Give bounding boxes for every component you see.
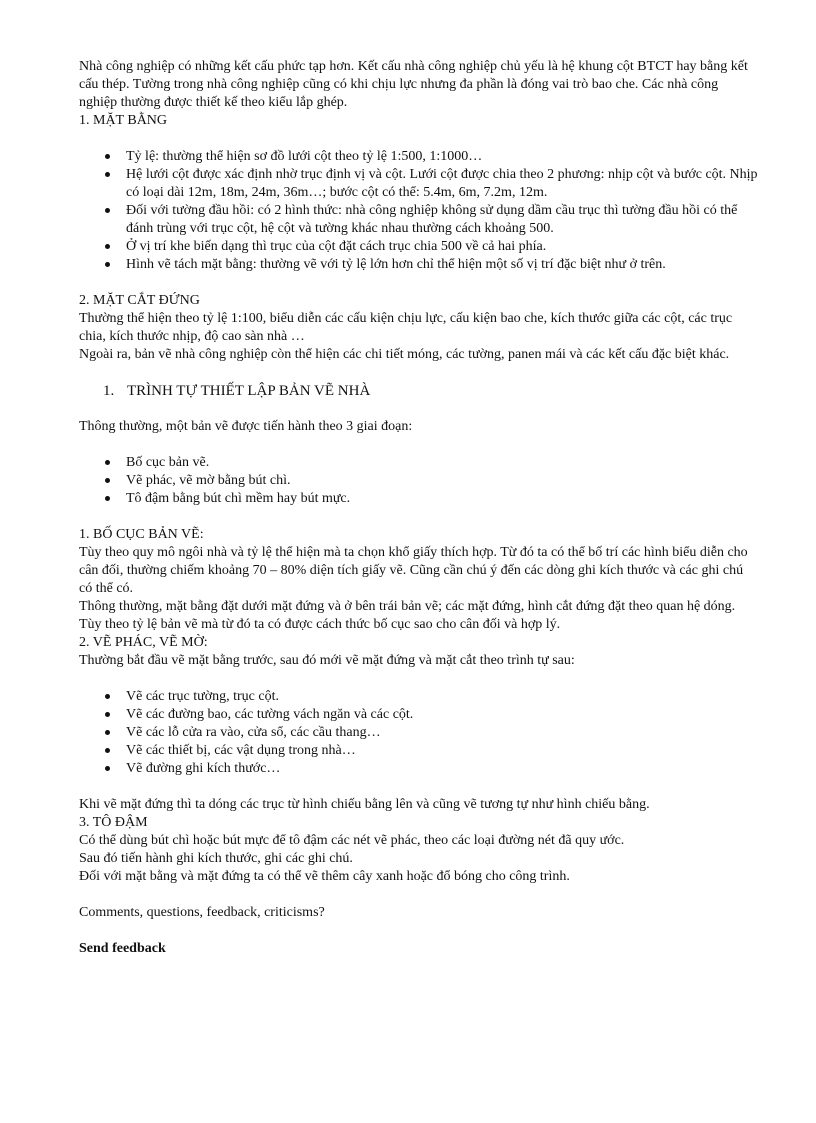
- section-ve-phac-title: 2. VẼ PHÁC, VẼ MỜ:: [79, 635, 208, 650]
- section-mat-cat-title: 2. MẶT CẮT ĐỨNG: [79, 293, 200, 308]
- list-item: Hình vẽ tách mặt bằng: thường vẽ với tỷ lệ lớn hơn chỉ thể hiện một số vị trí đặc biệt như ở trên.: [79, 256, 759, 274]
- bo-cuc-paragraph-2: Thông thường, mặt bằng đặt dưới mặt đứng và ở bên trái bản vẽ; các mặt đứng, hình cắt đứng đặt theo quan hệ dóng.: [79, 599, 736, 614]
- list-item: Vẽ đường ghi kích thước…: [79, 760, 759, 778]
- stages-intro: Thông thường, một bản vẽ được tiến hành theo 3 giai đoạn:: [79, 419, 413, 434]
- list-item: Vẽ các trục tường, trục cột.: [79, 688, 759, 706]
- bo-cuc-paragraph-3: Tùy theo tỷ lệ bản vẽ mà từ đó ta có được cách thức bố cục sao cho cân đối và hợp lý.: [79, 617, 561, 632]
- ve-phac-intro: Thường bắt đầu vẽ mặt bằng trước, sau đó mới vẽ mặt đứng và mặt cắt theo trình tự sau:: [79, 653, 575, 668]
- list-item: Hệ lưới cột được xác định nhờ trục định vị và cột. Lưới cột được chia theo 2 phương: nhịp cột và bước cột. Nhịp có loại dài 12m, 18m, 24m, 36m…; bước cột có thể: 5.4m, 6m, 7.2m, 12m.: [79, 166, 759, 202]
- list-item: Ở vị trí khe biến dạng thì trục của cột đặt cách trục chia 500 về cả hai phía.: [79, 238, 759, 256]
- section-to-dam-title: 3. TÔ ĐẬM: [79, 815, 148, 830]
- list-item: Đối với tường đầu hồi: có 2 hình thức: nhà công nghiệp không sử dụng dầm cầu trục thì tường đầu hồi có thể đánh trùng với trục cột, hệ cột và tường khác nhau thường cách khoảng 500.: [79, 202, 759, 238]
- bo-cuc-paragraph-1: Tùy theo quy mô ngôi nhà và tỷ lệ thể hiện mà ta chọn khổ giấy thích hợp. Từ đó ta có thể bố trí các hình biểu diễn cho cân đối, thường chiếm khoảng 70 – 80% diện tích giấy vẽ. Cũng cần chú ý đến các dòng ghi kích thước và các ghi chú có thể có.: [79, 545, 748, 596]
- stages-list: [79, 454, 759, 508]
- mat-cat-paragraph-1: Thường thể hiện theo tỷ lệ 1:100, biểu diễn các cấu kiện chịu lực, cấu kiện bao che, kích thước giữa các cột, các trục chia, kích thước nhịp, độ cao sàn nhà …: [79, 311, 733, 344]
- to-dam-paragraph-3: Đối với mặt bằng và mặt đứng ta có thể vẽ thêm cây xanh hoặc đổ bóng cho công trình.: [79, 869, 570, 884]
- list-item: Vẽ các đường bao, các tường vách ngăn và các cột.: [79, 706, 759, 724]
- list-item: Tỷ lệ: thường thể hiện sơ đồ lưới cột theo tỷ lệ 1:500, 1:1000…: [79, 148, 759, 166]
- list-item: Vẽ các lỗ cửa ra vào, cửa sổ, các cầu thang…: [79, 724, 759, 742]
- send-feedback-link[interactable]: Send feedback: [79, 941, 166, 956]
- comments-prompt: Comments, questions, feedback, criticisms?: [79, 905, 325, 920]
- list-item: Vẽ phác, vẽ mờ bằng bút chì.: [79, 472, 759, 490]
- ve-phac-list: [79, 688, 759, 778]
- section-bo-cuc-title: 1. BỐ CỤC BẢN VẼ:: [79, 527, 204, 542]
- to-dam-paragraph-2: Sau đó tiến hành ghi kích thước, ghi các ghi chú.: [79, 851, 353, 866]
- main-section-heading: [79, 382, 759, 400]
- heading-text: TRÌNH TỰ THIẾT LẬP BẢN VẼ NHÀ: [127, 383, 371, 399]
- mat-bang-list: [79, 148, 759, 274]
- list-item: Tô đậm bằng bút chì mềm hay bút mực.: [79, 490, 759, 508]
- section-mat-bang-title: 1. MẶT BẰNG: [79, 113, 168, 128]
- document-page: [79, 58, 759, 958]
- ve-phac-outro: Khi vẽ mặt đứng thì ta dóng các trục từ hình chiếu bằng lên và cũng vẽ tương tự như hình chiếu bằng.: [79, 797, 650, 812]
- intro-paragraph: Nhà công nghiệp có những kết cấu phức tạp hơn. Kết cấu nhà công nghiệp chủ yếu là hệ khung cột BTCT hay bằng kết cấu thép. Tường trong nhà công nghiệp cũng có khi chịu lực nhưng đa phần là đóng vai trò bao che. Các nhà công nghiệp thường được thiết kế theo kiểu lắp ghép.: [79, 59, 748, 110]
- heading-number: 1.: [103, 383, 115, 399]
- to-dam-paragraph-1: Có thể dùng bút chì hoặc bút mực để tô đậm các nét vẽ phác, theo các loại đường nét đã quy ước.: [79, 833, 625, 848]
- list-item: Bố cục bản vẽ.: [79, 454, 759, 472]
- list-item: Vẽ các thiết bị, các vật dụng trong nhà…: [79, 742, 759, 760]
- mat-cat-paragraph-2: Ngoài ra, bản vẽ nhà công nghiệp còn thể hiện các chi tiết móng, các tường, panen mái và các kết cấu đặc biệt khác.: [79, 347, 730, 362]
